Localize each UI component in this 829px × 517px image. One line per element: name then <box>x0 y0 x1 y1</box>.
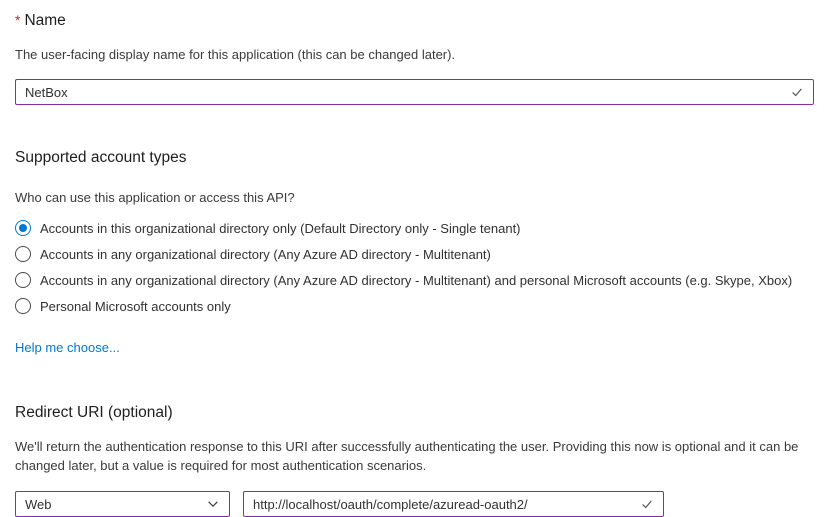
radio-button-icon[interactable] <box>15 246 31 262</box>
redirect-uri-input-container <box>243 491 664 517</box>
account-types-radio-group <box>15 215 814 319</box>
redirect-uri-title: Redirect URI (optional) <box>15 404 173 421</box>
radio-multitenant-personal[interactable] <box>15 267 814 293</box>
name-title-text: Name <box>24 12 66 29</box>
redirect-uri-input[interactable] <box>244 492 663 516</box>
radio-label: Personal Microsoft accounts only <box>40 298 231 314</box>
required-asterisk: * <box>15 12 21 28</box>
account-types-question: Who can use this application or access this API? <box>15 190 295 205</box>
name-description: The user-facing display name for this application (this can be changed later). <box>15 47 456 62</box>
radio-label: Accounts in any organizational directory (Any Azure AD directory - Multitenant) and personal Microsoft accounts (e.g. Skype, Xbox) <box>40 272 793 288</box>
name-input-container <box>15 79 814 105</box>
help-me-choose-link[interactable]: Help me choose... <box>15 340 120 355</box>
platform-select-dropdown[interactable] <box>15 491 230 517</box>
redirect-uri-description: We'll return the authentication response to this URI after successfully authenticating the user. Providing this now is optional and it can be changed later, but a value is required for most authentication scenarios. <box>15 439 799 473</box>
chevron-down-icon <box>206 497 220 511</box>
valid-check-icon <box>640 497 654 511</box>
radio-personal-only[interactable] <box>15 293 814 319</box>
radio-label: Accounts in any organizational directory (Any Azure AD directory - Multitenant) <box>40 246 491 262</box>
name-section-title <box>15 10 814 31</box>
radio-label: Accounts in this organizational directory only (Default Directory only - Single tenant) <box>40 220 521 236</box>
valid-check-icon <box>790 85 804 99</box>
radio-button-icon[interactable] <box>15 298 31 314</box>
radio-multitenant[interactable] <box>15 241 814 267</box>
platform-select-value: Web <box>25 496 52 512</box>
radio-button-icon[interactable] <box>15 220 31 236</box>
radio-single-tenant[interactable] <box>15 215 814 241</box>
redirect-uri-controls <box>15 491 814 517</box>
radio-button-icon[interactable] <box>15 272 31 288</box>
name-input[interactable] <box>16 80 813 104</box>
account-types-title: Supported account types <box>15 149 187 166</box>
